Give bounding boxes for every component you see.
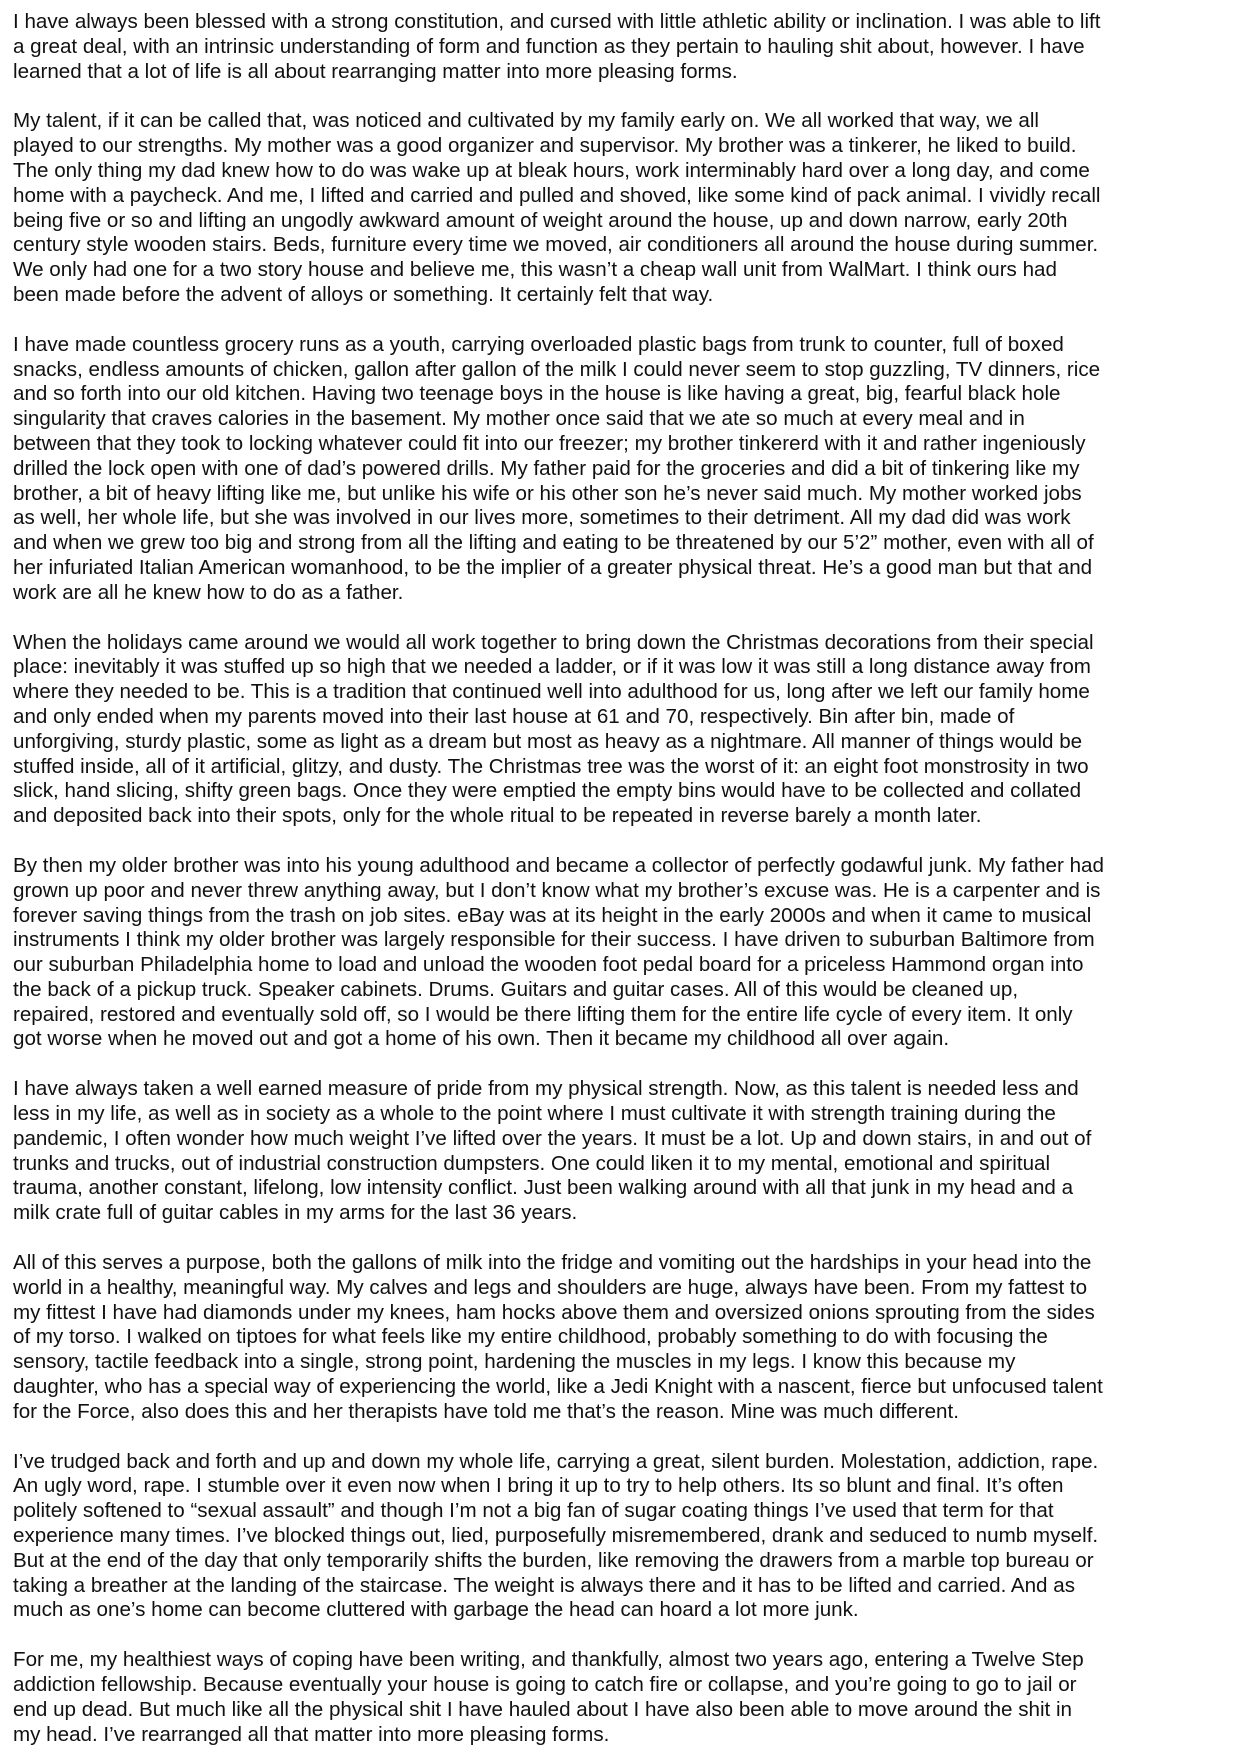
paragraph-7: All of this serves a purpose, both the gallons of milk into the fridge and vomiting out the hardships in your head into the world in a healthy, meaningful way. My calves and legs and shoulders are huge, always have been. From my fattest to my fittest I have had diamonds under my knees, ham hocks above them and oversized onions sprouting from the sides of my torso. I walked on tiptoes for what feels like my entire childhood, probably something to do with focusing the sensory, tactile feedback into a single, strong point, hardening the muscles in my legs. I know this because my daughter, who has a special way of experiencing the world, like a Jedi Knight with a nascent, fierce but unfocused talent for the Force, also does this and her therapists have told me that’s the reason. Mine was much different.: [13, 1251, 1103, 1423]
paragraph-3: I have made countless grocery runs as a youth, carrying overloaded plastic bags from trunk to counter, full of boxed snacks, endless amounts of chicken, gallon after gallon of the milk I could never seem to stop guzzling, TV dinners, rice and so forth into our old kitchen. Having two teenage boys in the house is like having a great, big, fearful black hole singularity that craves calories in the basement. My mother once said that we ate so much at every meal and in between that they took to locking whatever could fit into our freezer; my brother tinkererd with it and rather ingeniously drilled the lock open with one of dad’s powered drills. My father paid for the groceries and did a bit of tinkering like my brother, a bit of heavy lifting like me, but unlike his wife or his other son he’s never said much. My mother worked jobs as well, her whole life, but she was involved in our lives more, sometimes to their detriment. All my dad did was work and when we grew too big and strong from all the lifting and eating to be threatened by our 5’2” mother, even with all of her infuriated Italian American womanhood, to be the implier of a greater physical threat. He’s a good man but that and work are all he knew how to do as a father.: [13, 332, 1101, 604]
paragraph-5: By then my older brother was into his young adulthood and became a collector of perfectly godawful junk. My father had grown up poor and never threw anything away, but I don’t know what my brother’s excuse was. He is a carpenter and is forever saving things from the trash on job sites. eBay was at its height in the early 2000s and when it came to musical instruments I think my older brother was largely responsible for their success. I have driven to suburban Baltimore from our suburban Philadelphia home to load and unload the wooden foot pedal board for a priceless Hammond organ into the back of a pickup truck. Speaker cabinets. Drums. Guitars and guitar cases. All of this would be cleaned up, repaired, restored and eventually sold off, so I would be there lifting them for the entire life cycle of every item. It only got worse when he moved out and got a home of his own. Then it became my childhood all over again.: [13, 853, 1104, 1051]
document-body: [13, 10, 1233, 1747]
paragraph-2: My talent, if it can be called that, was noticed and cultivated by my family early on. We all worked that way, we all played to our strengths. My mother was a good organizer and supervisor. My brother was a tinkerer, he liked to build. The only thing my dad knew how to do was wake up at bleak hours, work interminably hard over a long day, and come home with a paycheck. And me, I lifted and carried and pulled and shoved, like some kind of pack animal. I vividly recall being five or so and lifting an ungodly awkward amount of weight around the house, up and down narrow, early 20th century style wooden stairs. Beds, furniture every time we moved, air conditioners all around the house during summer. We only had one for a two story house and believe me, this wasn’t a cheap wall unit from WalMart. I think ours had been made before the advent of alloys or something. It certainly felt that way.: [13, 109, 1101, 306]
paragraph-6: I have always taken a well earned measure of pride from my physical strength. Now, as this talent is needed less and less in my life, as well as in society as a whole to the point where I must cultivate it with strength training during the pandemic, I often wonder how much weight I’ve lifted over the years. It must be a lot. Up and down stairs, in and out of trunks and trucks, out of industrial construction dumpsters. One could liken it to my mental, emotional and spiritual trauma, another constant, lifelong, low intensity conflict. Just been walking around with all that junk in my head and a milk crate full of guitar cables in my arms for the last 36 years.: [13, 1077, 1092, 1225]
paragraph-4: When the holidays came around we would all work together to bring down the Christmas decorations from their special place: inevitably it was stuffed up so high that we needed a ladder, or if it was low it was still a long distance away from where they needed to be. This is a tradition that continued well into adulthood for us, long after we left our family home and only ended when my parents moved into their last house at 61 and 70, respectively. Bin after bin, made of unforgiving, sturdy plastic, some as light as a dream but most as heavy as a nightmare. All manner of things would be stuffed inside, all of it artificial, glitzy, and dusty. The Christmas tree was the worst of it: an eight foot monstrosity in two slick, hand slicing, shifty green bags. Once they were emptied the empty bins would have to be collected and collated and deposited back into their spots, only for the whole ritual to be repeated in reverse barely a month later.: [13, 630, 1094, 828]
paragraph-9: For me, my healthiest ways of coping have been writing, and thankfully, almost two years ago, entering a Twelve Step addiction fellowship. Because eventually your house is going to catch fire or collapse, and you’re going to go to jail or end up dead. But much like all the physical shit I have hauled about I have also been able to move around the shit in my head. I’ve rearranged all that matter into more pleasing forms.: [13, 1648, 1084, 1746]
paragraph-8: I’ve trudged back and forth and up and down my whole life, carrying a great, silent burden. Molestation, addiction, rape. An ugly word, rape. I stumble over it even now when I bring it up to try to help others. Its so blunt and final. It’s often politely softened to “sexual assault” and though I’m not a big fan of sugar coating things I’ve used that term for that experience many times. I’ve blocked things out, lied, purposefully misremembered, drank and seduced to numb myself. But at the end of the day that only temporarily shifts the burden, like removing the drawers from a marble top bureau or taking a breather at the landing of the staircase. The weight is always there and it has to be lifted and carried. And as much as one’s home can become cluttered with garbage the head can hoard a lot more junk.: [13, 1449, 1099, 1622]
paragraph-1: I have always been blessed with a strong constitution, and cursed with little athletic ability or inclination. I was able to lift a great deal, with an intrinsic understanding of form and function as they pertain to hauling shit about, however. I have learned that a lot of life is all about rearranging matter into more pleasing forms.: [13, 10, 1101, 83]
